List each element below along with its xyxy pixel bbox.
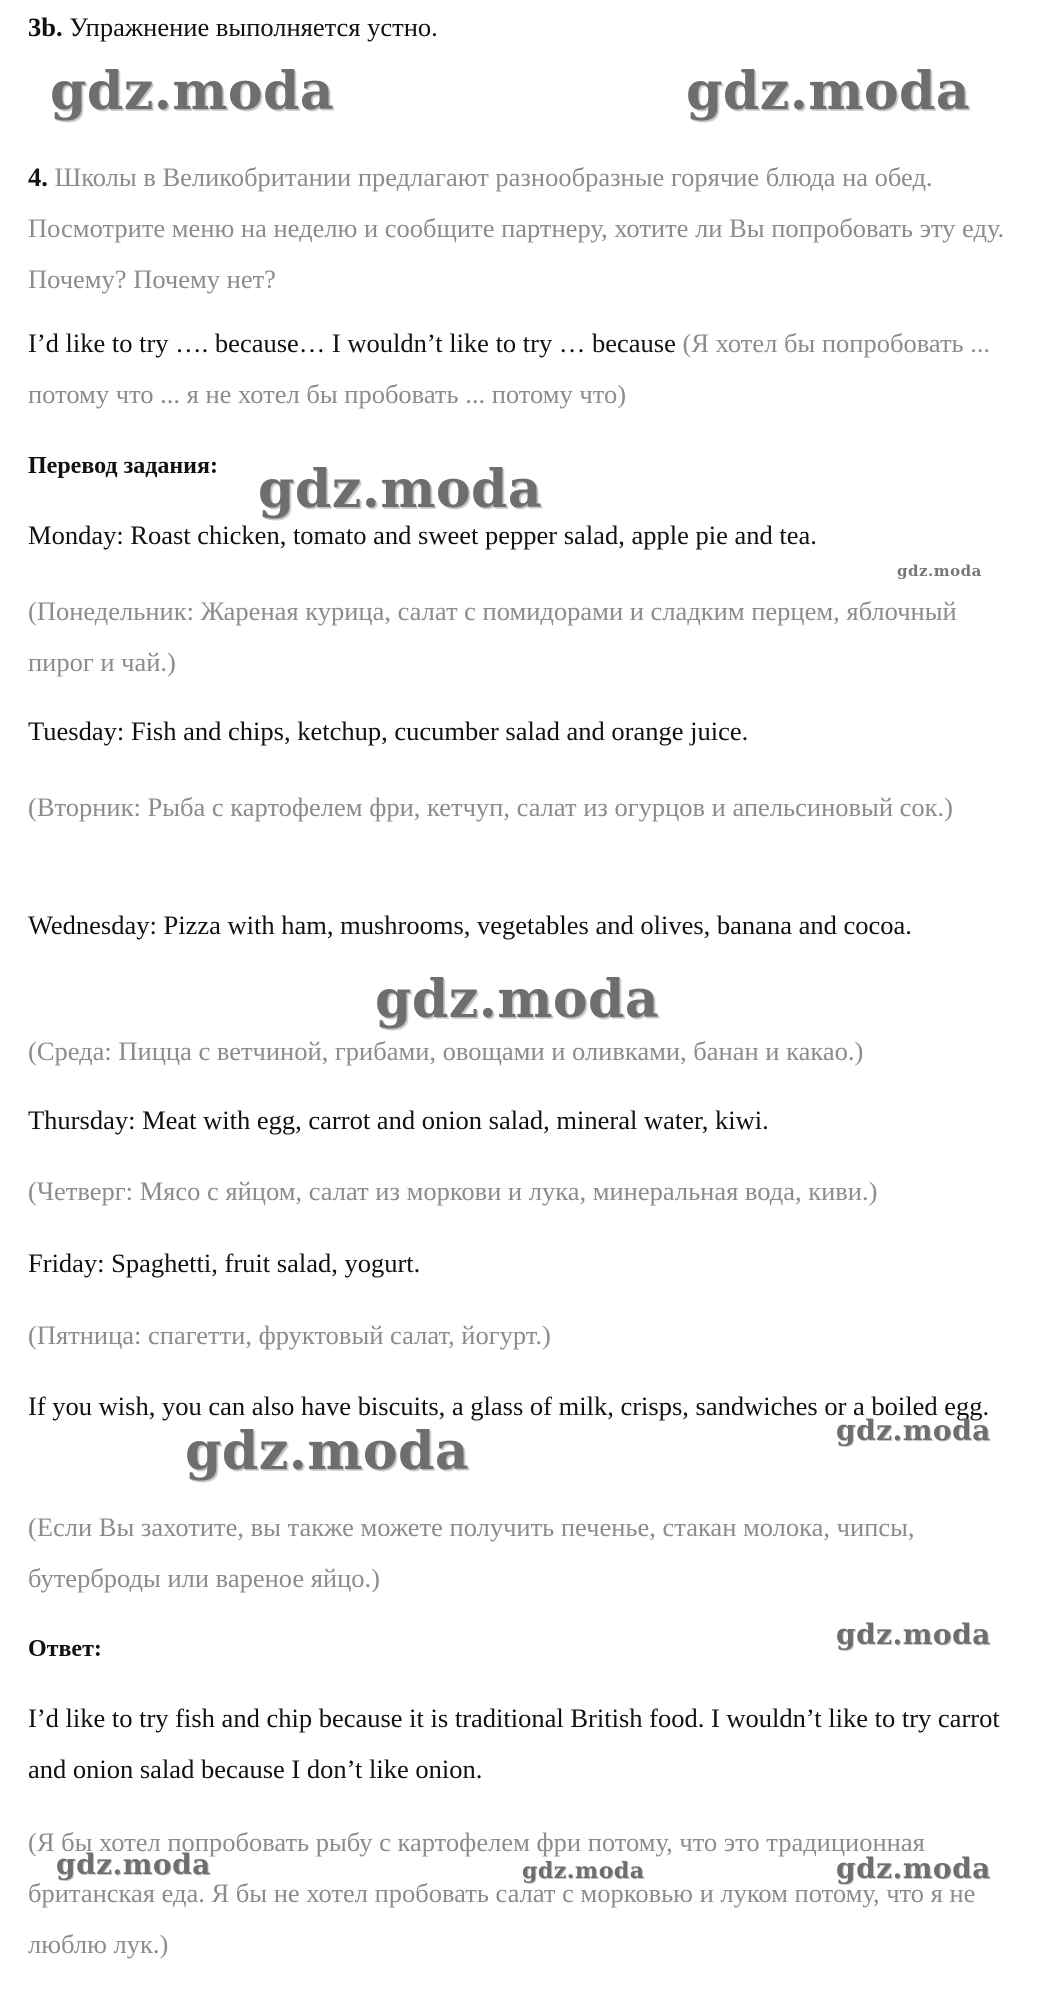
exercise-4 [28,152,1028,305]
menu-tuesday-en: Tuesday: Fish and chips, ketchup, cucumber salad and orange juice. [28,716,749,746]
answer-pattern-en: I’d like to try …. because… I wouldn’t like to try … because [28,328,676,358]
answer-pattern-ru: (Я хотел бы попробовать ... потому что ... я не хотел бы пробовать ... потому что) [28,328,991,409]
answer-pattern [28,318,1028,420]
watermark: gdz.moda [56,1848,211,1881]
answer-ru: (Я бы хотел попробовать рыбу с картофелем фри потому, что это традиционная британская еда. Я бы не хотел пробовать салат с морковью и луком потому, что я не люблю лук.) [28,1827,976,1959]
extra-options-en: If you wish, you can also have biscuits, a glass of milk, crisps, sandwiches or a boiled egg. [28,1391,990,1421]
extra-options-ru: (Если Вы захотите, вы также можете получить печенье, стакан молока, чипсы, бутерброды или вареное яйцо.) [28,1512,915,1593]
watermark: gdz.moda [836,1852,991,1885]
watermark: gdz.moda [50,61,335,122]
watermark: gdz.moda [258,459,543,520]
answer-en: I’d like to try fish and chip because it is traditional British food. I wouldn’t like to try carrot and onion salad because I don’t like onion. [28,1703,1000,1784]
watermark: gdz.moda [686,61,971,122]
watermark: gdz.moda [897,562,982,580]
watermark: gdz.moda [836,1618,991,1651]
menu-tuesday-ru: (Вторник: Рыба с картофелем фри, кетчуп, салат из огурцов и апельсиновый сок.) [28,792,953,822]
menu-monday-en: Monday: Roast chicken, tomato and sweet pepper salad, apple pie and tea. [28,520,817,550]
answer-heading: Ответ: [28,1636,102,1662]
exercise-3b [28,2,1028,53]
translation-heading: Перевод задания: [28,453,218,479]
menu-thursday-en: Thursday: Meat with egg, carrot and onion salad, mineral water, kiwi. [28,1105,769,1135]
exercise-3b-text: Упражнение выполняется устно. [69,12,438,42]
watermark: gdz.moda [522,1858,645,1884]
watermark: gdz.moda [185,1421,470,1482]
menu-wednesday-ru: (Среда: Пицца с ветчиной, грибами, овощами и оливками, банан и какао.) [28,1036,864,1066]
menu-monday-ru: (Понедельник: Жареная курица, салат с помидорами и сладким перцем, яблочный пирог и чай.) [28,596,957,677]
watermark: gdz.moda [836,1414,991,1447]
exercise-4-text: Школы в Великобритании предлагают разнообразные горячие блюда на обед. Посмотрите меню на неделю и сообщите партнеру, хотите ли Вы попробовать эту еду. Почему? Почему нет? [28,162,1005,294]
watermark: gdz.moda [375,969,660,1030]
menu-wednesday-en: Wednesday: Pizza with ham, mushrooms, vegetables and olives, banana and cocoa. [28,910,912,940]
menu-thursday-ru: (Четверг: Мясо с яйцом, салат из моркови и лука, минеральная вода, киви.) [28,1176,878,1206]
menu-friday-en: Friday: Spaghetti, fruit salad, yogurt. [28,1248,421,1278]
menu-friday-ru: (Пятница: спагетти, фруктовый салат, йогурт.) [28,1320,551,1350]
exercise-3b-number: 3b. [28,12,63,42]
exercise-4-number: 4. [28,162,48,192]
